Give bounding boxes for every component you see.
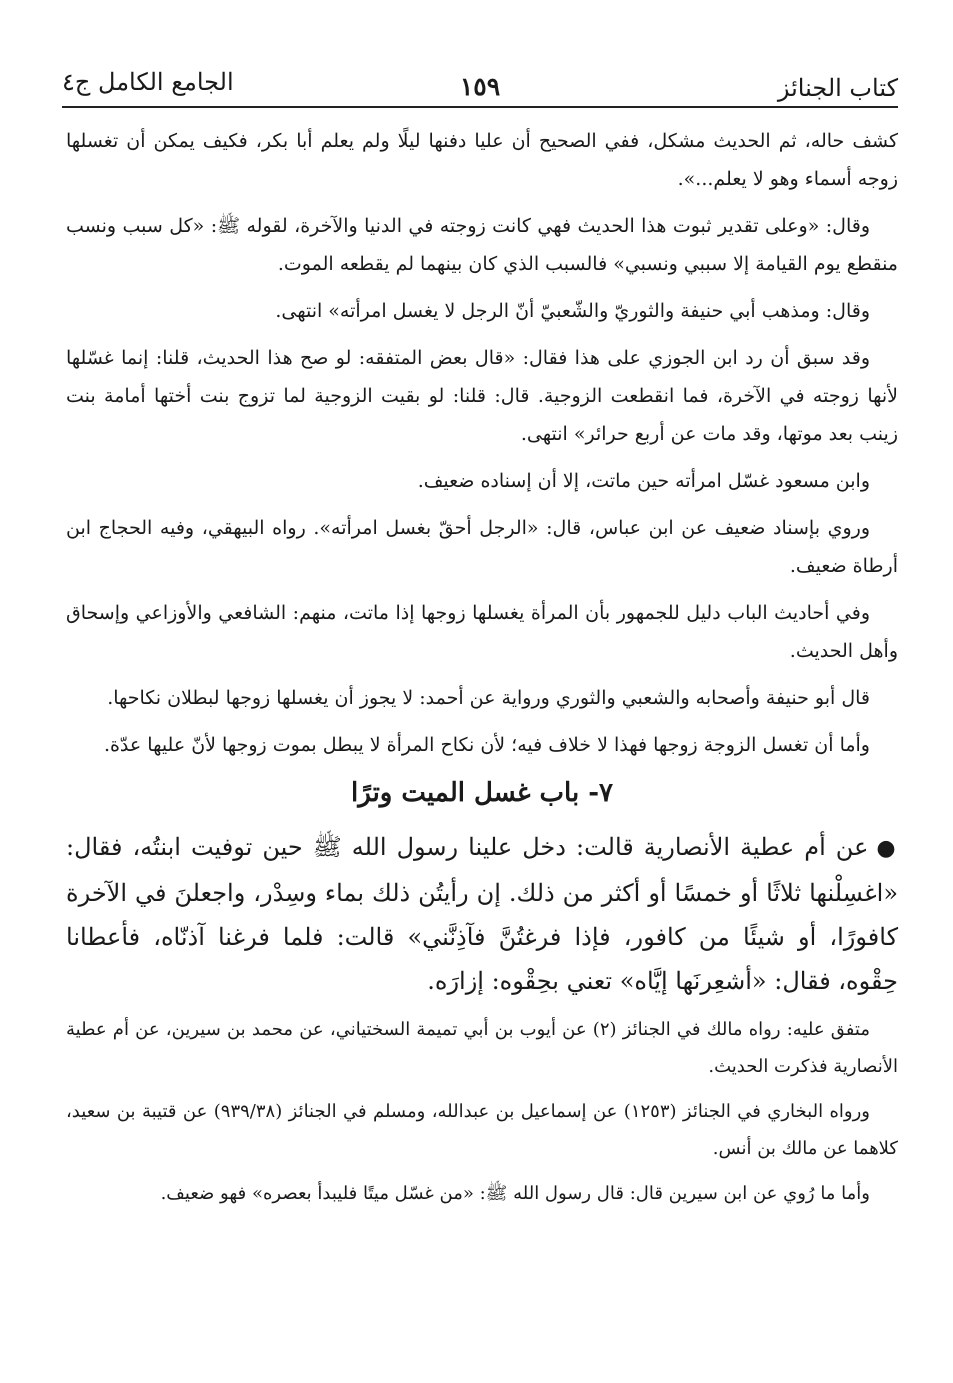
page-body: [66, 122, 898, 1220]
paragraph: قال أبو حنيفة وأصحابه والشعبي والثوري ورواية عن أحمد: لا يجوز أن يغسلها زوجها لبطلان نكاحها.: [107, 687, 870, 709]
paragraph: وقال: ومذهب أبي حنيفة والثوريّ والشّعبيّ أنّ الرجل لا يغسل امرأته» انتهى.: [275, 300, 870, 322]
bullet-icon: ●: [876, 836, 899, 861]
takhrij-note: وأما ما رُوي عن ابن سيرين قال: قال رسول الله ﷺ: «من غسّل ميتًا فليبدأ بعصره» فهو ضعيف.: [160, 1183, 870, 1204]
chapter-title: كتاب الجنائز: [777, 74, 898, 102]
takhrij-note: ورواه البخاري في الجنائز (١٢٥٣) عن إسماعيل بن عبدالله، ومسلم في الجنائز (٩٣٩/٣٨) عن قتيبة بن سعيد، كلاهما عن مالك بن أنس.: [66, 1101, 898, 1159]
book-title: الجامع الكامل ج٤: [62, 68, 234, 96]
page-header: [62, 62, 898, 108]
paragraph: وأما أن تغسل الزوجة زوجها فهذا لا خلاف فيه؛ لأن نكاح المرأة لا يبطل بموت زوجها لأنّ عليها عدّة.: [103, 734, 870, 756]
paragraph: وفي أحاديث الباب دليل للجمهور بأن المرأة يغسلها زوجها إذا ماتت، منهم: الشافعي والأوزاعي وإسحاق وأهل الحديث.: [66, 602, 898, 662]
page-number: ١٥٩: [459, 72, 501, 101]
hadith-text: [66, 825, 898, 1003]
hadith-body: عن أم عطية الأنصارية قالت: دخل علينا رسول الله ﷺ حين توفيت ابنتُه، فقال: «اغسِلْنها ثلاثًا أو خمسًا أو أكثر من ذلك. إن رأيتُن ذلك بماء وسِدْر، واجعلنَ في الآخرة كافورًا، أو شيئًا من كافور، فإذا فرغتُنَّ فآذِنَّني» قالت: فلما فرغنا آذنّاه، فأعطانا حِقْوه، فقال: «أشعِرنَها إيَّاه» تعني بحِقْوه: إزارَه.: [66, 833, 898, 995]
paragraph: وروي بإسناد ضعيف عن ابن عباس، قال: «الرجل أحقّ بغسل امرأته». رواه البيهقي، وفيه الحجاج ابن أرطاة ضعيف.: [66, 517, 898, 577]
takhrij-note: متفق عليه: رواه مالك في الجنائز (٢) عن أيوب بن أبي تميمة السختياني، عن محمد بن سيرين، عن أم عطية الأنصارية فذكرت الحديث.: [66, 1019, 898, 1077]
paragraph: وقد سبق أن رد ابن الجوزي على هذا فقال: «قال بعض المتفقه: لو صح هذا الحديث، قلنا: إنما غسّلها لأنها زوجته في الآخرة، فما انقطعت الزوجية. قال: قلنا: لو بقيت الزوجية لما تزوج بنت أختها أمامة بنت زينب بعد موتها، وقد مات عن أربع حرائر» انتهى.: [66, 347, 898, 445]
paragraph: كشف حاله، ثم الحديث مشكل، ففي الصحيح أن عليا دفنها ليلًا ولم يعلم أبا بكر، فكيف يمكن أن تغسلها زوجه أسماء وهو لا يعلم...».: [66, 130, 898, 190]
paragraph: وابن مسعود غسّل امرأته حين ماتت، إلا أن إسناده ضعيف.: [417, 470, 870, 492]
section-heading: ٧- باب غسل الميت وترًا: [351, 778, 613, 808]
header-rule: [62, 106, 898, 108]
paragraph: وقال: «وعلى تقدير ثبوت هذا الحديث فهي كانت زوجته في الدنيا والآخرة، لقوله ﷺ: «كل سبب ونسب منقطع يوم القيامة إلا سببي ونسبي» فالسبب الذي كان بينهما لم يقطعه الموت.: [66, 215, 898, 275]
